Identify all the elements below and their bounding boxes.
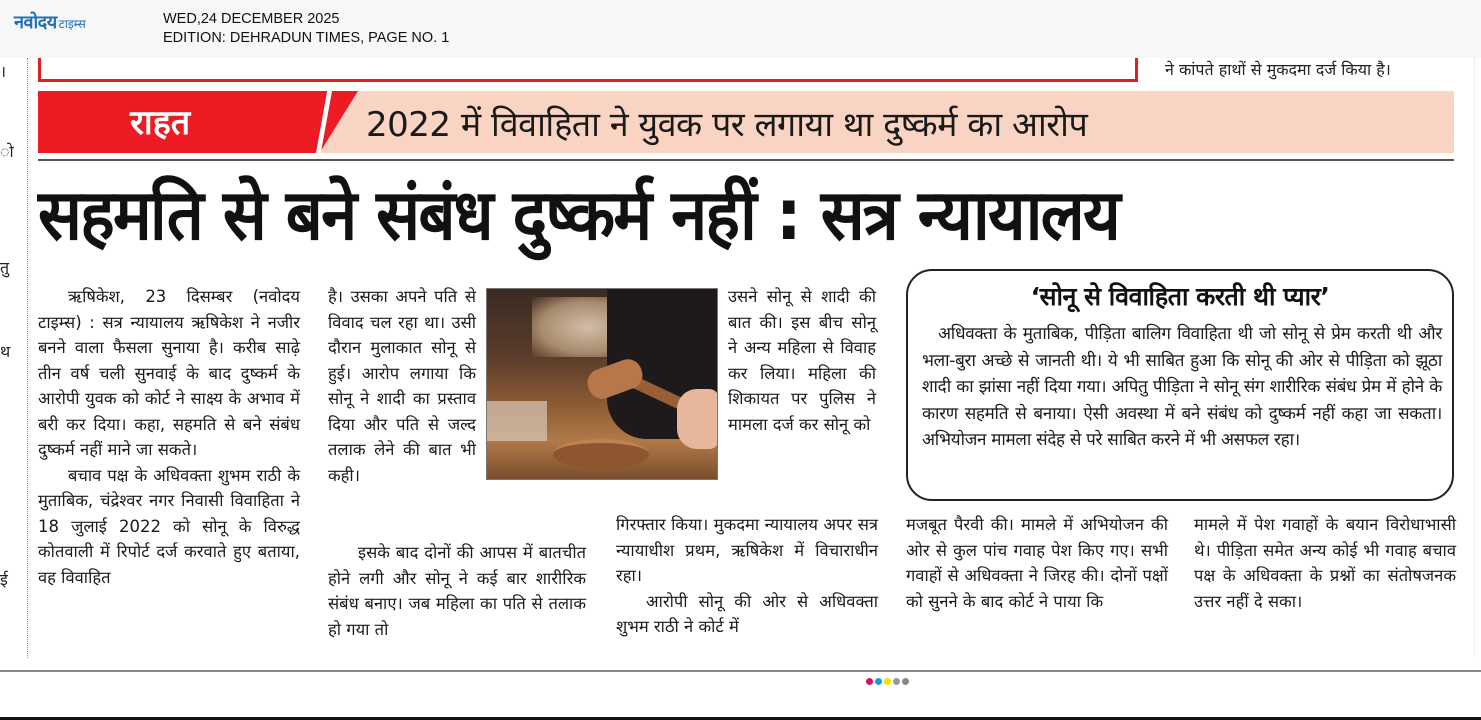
callout-box: [906, 269, 1454, 501]
margin-fragment: थ: [0, 342, 11, 361]
margin-fragment: ई: [0, 570, 8, 589]
margin-fragment: ।: [0, 62, 7, 81]
photo-desk: [487, 401, 547, 441]
article-column-3: [728, 284, 876, 437]
photo-hand: [677, 389, 718, 449]
page-bottom-rule: [0, 670, 1481, 672]
paragraph: ऋषिकेश, 23 दिसम्बर (नवोदय टाइम्स) : सत्र न्यायालय ऋषिकेश ने नजीर बनने वाला फैसला सुनाया है। करीब साढ़े तीन वर्ष चली सुनवाई के बाद दुष्कर्म के आरोपी युवक को कोर्ट ने साक्ष्य के अभाव में बरी कर दिया। कहा, सहमति से बने संबंध दुष्कर्म नहीं माने जा सकते।: [38, 287, 300, 459]
paragraph: बचाव पक्ष के अधिवक्ता शुभम राठी के मुताबिक, चंद्रेश्वर नगर निवासी विवाहिता ने 18 जुलाई 2022 को सोनू के विरुद्ध कोतवाली में रिपोर्ट दर्ज करवाते हुए बताया, वह विवाहित: [38, 465, 300, 587]
paragraph: गिरफ्तार किया। मुकदमा न्यायालय अपर सत्र न्यायाधीश प्रथम, ऋषिकेश में विचाराधीन रहा।: [616, 515, 878, 585]
yellow-dot: [884, 678, 891, 685]
callout-title: ‘सोनू से विवाहिता करती थी प्यार’: [1030, 282, 1330, 311]
edition-page: EDITION: DEHRADUN TIMES, PAGE NO. 1: [163, 30, 450, 46]
main-headline: सहमति से बने संबंध दुष्कर्म नहीं : सत्र न्यायालय: [38, 174, 1119, 256]
cyan-dot: [875, 678, 882, 685]
adjacent-page-edge: [0, 58, 26, 670]
paragraph: उसने सोनू से शादी की बात की। इस बीच सोनू ने अन्य महिला से विवाह कर लिया। महिला की शिकायत पर पुलिस ने मामला दर्ज कर सोनू को: [728, 287, 876, 434]
article-column-4: [906, 512, 1168, 614]
previous-story-box: [38, 58, 1138, 82]
paragraph: आरोपी सोनू की ओर से अधिवक्ता शुभम राठी ने कोर्ट में: [616, 591, 878, 636]
newspaper-page-viewer[interactable]: [0, 58, 1481, 670]
logo-main-text: नवोदय: [14, 12, 57, 33]
logo-sub-text: टाइम्स: [58, 17, 86, 31]
headline-rule: [38, 159, 1454, 161]
gray-dot: [902, 678, 909, 685]
margin-fragment: तु: [0, 258, 10, 277]
print-color-marks: [866, 678, 909, 685]
article-column-2-lower: [328, 540, 586, 642]
kicker-label: राहत: [130, 103, 191, 143]
previous-story-tail: ने कांपते हाथों से मुकदमा दर्ज किया है।: [1165, 60, 1391, 79]
margin-fragment: ो: [0, 142, 14, 161]
navodaya-times-logo[interactable]: [14, 10, 86, 34]
callout-body: अधिवक्ता के मुताबिक, पीड़िता बालिग विवाहिता थी जो सोनू से प्रेम करती थी और भला-बुरा अच्छे से जानती थी। ये भी साबित हुआ कि सोनू की ओर से पीड़िता को झूठा शादी का झांसा नहीं दिया गया। अपितु पीड़िता ने सोनू संग शारीरिक संबंध प्रेम में होने के कारण सहमति से बनाया। ऐसी अवस्था में बने संबंध को दुष्कर्म नहीं कहा जा सकता। अभियोजन मामला संदेह से परे साबित करने में भी असफल रहा।: [922, 324, 1442, 450]
epaper-header: [0, 0, 1481, 58]
paragraph: है। उसका अपने पति से विवाद चल रहा था। उसी दौरान मुलाकात सोनू से हुई। आरोप लगाया कि सोनू ने शादी का प्रस्ताव दिया और पति से जल्द तलाक लेने की बात भी कही।: [328, 287, 476, 485]
edition-info: [163, 10, 449, 48]
kicker-red-tag: [38, 91, 358, 153]
paragraph: मामले में पेश गवाहों के बयान विरोधाभासी थे। पीड़िता समेत अन्य कोई भी गवाह बचाव पक्ष के अधिवक्ता के प्रश्नों का संतोषजनक उत्तर नहीं दे सका।: [1194, 515, 1456, 611]
article-column-3-lower: [616, 512, 878, 640]
column-separator: [27, 58, 28, 658]
kicker-banner: [38, 91, 1454, 153]
paragraph: इसके बाद दोनों की आपस में बातचीत होने लगी और सोनू ने कई बार शारीरिक संबंध बनाए। जब महिला का पति से तलाक हो गया तो: [328, 543, 586, 639]
article-column-2: [328, 284, 476, 488]
article-column-5: [1194, 512, 1456, 614]
gavel-photo: [486, 288, 718, 480]
sound-block: [553, 439, 649, 469]
paragraph: मजबूत पैरवी की। मामले में अभियोजन की ओर से कुल पांच गवाह पेश किए गए। सभी गवाहों से अधिवक्ता ने जिरह की। दोनों पक्षों को सुनने के बाद कोर्ट ने पाया कि: [906, 515, 1168, 611]
magenta-dot: [866, 678, 873, 685]
gray-dot: [893, 678, 900, 685]
edition-date: WED,24 DECEMBER 2025: [163, 11, 340, 27]
page-edge-right: [1474, 58, 1475, 658]
kicker-title: 2022 में विवाहिता ने युवक पर लगाया था दुष्कर्म का आरोप: [366, 105, 1088, 145]
article-column-1: [38, 284, 300, 590]
